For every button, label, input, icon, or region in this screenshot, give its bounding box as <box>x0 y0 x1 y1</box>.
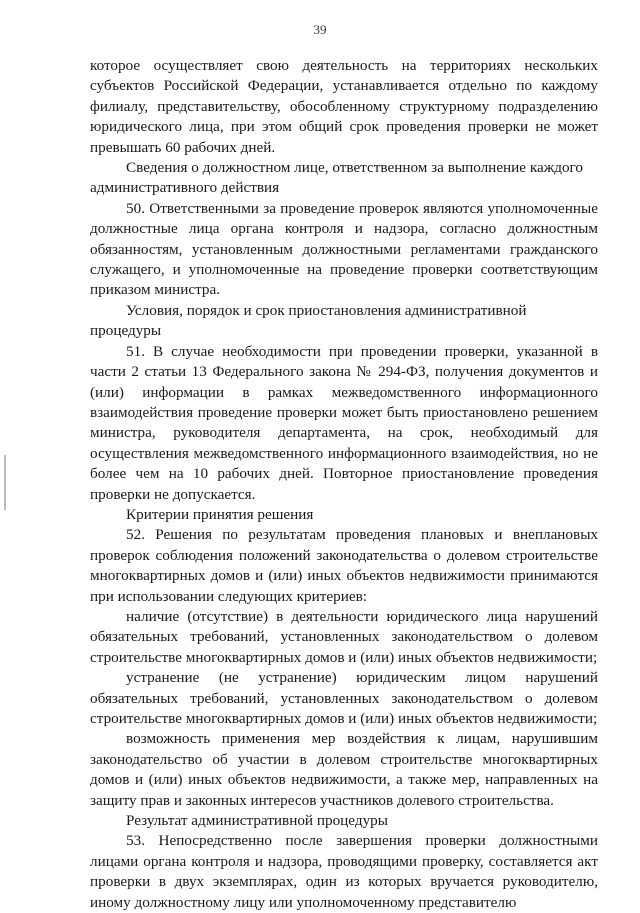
section-heading-suspension: Условия, порядок и срок приостановления административной процедуры <box>90 301 527 340</box>
margin-scan-mark <box>4 455 6 510</box>
section-heading-responsible-official: Сведения о должностном лице, ответственном за выполнение каждого административного действия <box>90 159 583 197</box>
criterion-enforcement-measures: возможность применения мер воздействия к лицам, нарушившим законодательство об участии в долевом строительстве многоквартирных домов и (или) иных объектов недвижимости, а также мер, направленных на защиту прав и законных интересов участников долевого строительства. <box>90 730 598 809</box>
section-heading-decision-criteria: Критерии принятия решения <box>126 505 314 523</box>
document-body <box>90 56 598 913</box>
criterion-presence-of-violations: наличие (отсутствие) в деятельности юридического лица нарушений обязательных требований, установленных законодательством о долевом строительстве многоквартирных домов и (или) иных объектов недвижимости; <box>90 607 598 666</box>
section-heading-procedure-result: Результат административной процедуры <box>126 812 388 830</box>
paragraph-52: 52. Решения по результатам проведения плановых и внеплановых проверок соблюдения положений законодательства о долевом строительстве многоквартирных домов и (или) иных объектов недвижимости принимаются при использовании следующих критериев: <box>90 526 598 605</box>
paragraph-50: 50. Ответственными за проведение проверок являются уполномоченные должностные лица органа контроля и надзора, согласно должностным обязанностям, установленным должностными регламентами гражданского служащего, и уполномоченные на проведение проверки соответствующим приказом министра. <box>90 199 598 299</box>
paragraph-53: 53. Непосредственно после завершения проверки должностными лицами органа контроля и надзора, проводящими проверку, составляется акт проверки в двух экземплярах, один из которых вручается руководителю, иному должностному лицу или уполномоченному представителю <box>90 832 598 911</box>
page-number: 39 <box>313 22 327 37</box>
paragraph-51: 51. В случае необходимости при проведении проверки, указанной в части 2 статьи 13 Федерального закона № 294-ФЗ, получения документов и (или) информации в рамках межведомственного информационного взаимодействия проведение проверки может быть приостановлено решением министра, руководителя департамента, на срок, необходимый для осуществления межведомственного информационного взаимодействия, но не более чем на 10 рабочих дней. Повторное приостановление проведения проверки не допускается. <box>90 342 598 503</box>
paragraph-continuation: которое осуществляет свою деятельность на территориях нескольких субъектов Российской Федерации, устанавливается отдельно по каждому филиалу, представительству, обособленному структурному подразделению юридического лица, при этом общий срок проведения проверки не может превышать 60 рабочих дней. <box>90 57 598 156</box>
criterion-elimination-of-violations: устранение (не устранение) юридическим лицом нарушений обязательных требований, установленных законодательством о долевом строительстве многоквартирных домов и (или) иных объектов недвижимости; <box>90 669 598 727</box>
